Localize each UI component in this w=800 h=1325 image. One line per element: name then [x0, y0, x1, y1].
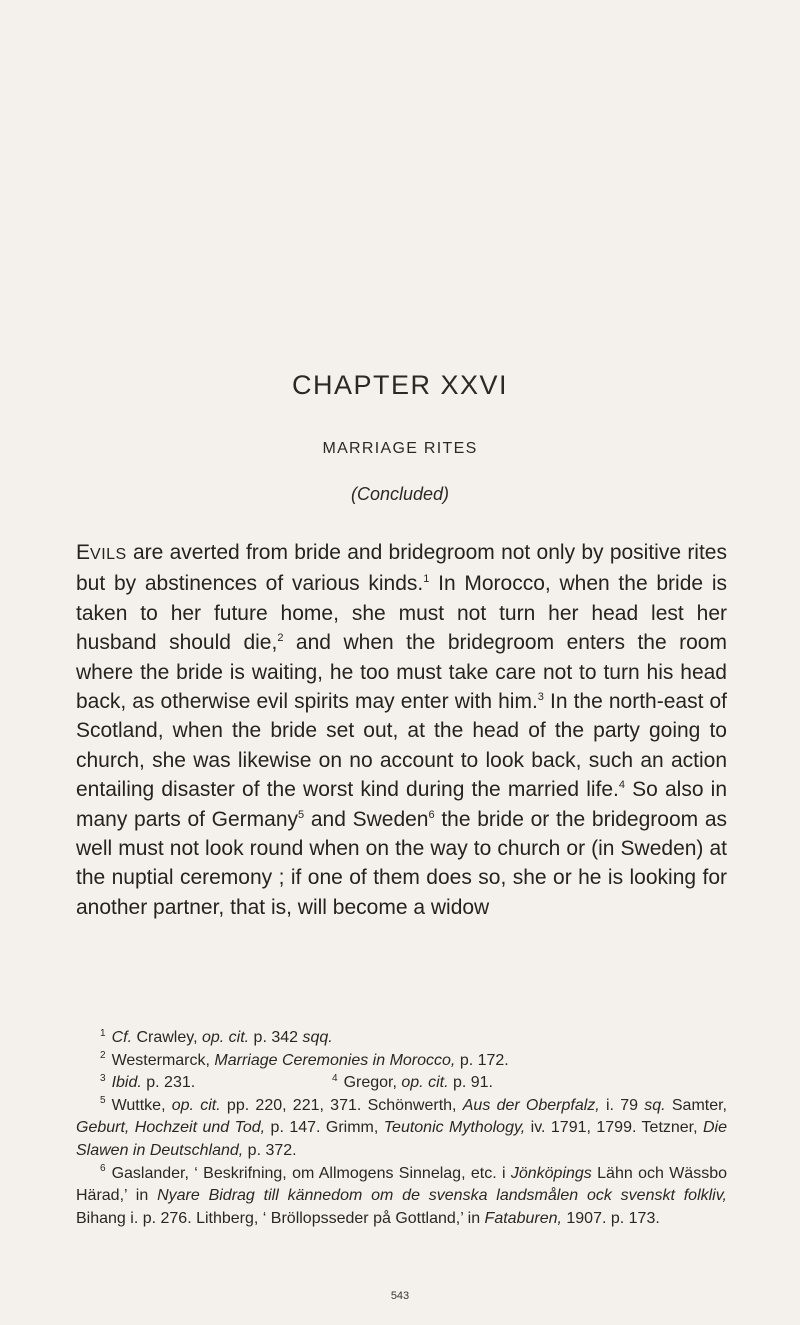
footnote-4: $^4$ Gregor, op. cit. p. 91.: [332, 1072, 493, 1092]
body-paragraph: [76, 538, 727, 922]
dropcap-rest: VILS: [90, 546, 127, 563]
footnote-ref[interactable]: 5: [298, 808, 305, 821]
footnote-3-4: [76, 1072, 727, 1095]
footnote-ref[interactable]: 6: [428, 808, 435, 821]
footnote-1: $^1$ Cf. Crawley, op. cit. p. 342 sqq.: [100, 1027, 333, 1046]
footnote-ref[interactable]: 4: [618, 779, 626, 792]
sentence: and Sweden: [304, 807, 429, 831]
footnote-ref[interactable]: 3: [537, 691, 544, 704]
sentence: and when the bridegroom enters the room where the bride is waiting, he too must take care not to turn his head back, as otherwise evil spirits may enter with him.: [76, 631, 727, 714]
footnotes: [76, 1027, 727, 1230]
footnote-3: $^3$ Ibid. p. 231.: [100, 1072, 196, 1092]
footnote-6: $^6$ Gaslander, ‘ Beskrifning, om Allmogens Sinnelag, etc. i Jönköpings Lähn och Wässbo Härad,’ in Nyare Bidrag till kännedom om de svenska landsmålen ock svenskt folkliv, Bihang i. p. 276. Lithberg, ‘ Bröllopsseder på Gottland,’ in Fataburen, 1907. p. 173.: [76, 1163, 727, 1227]
dropcap-first: E: [76, 541, 91, 564]
sentence: In the north-east of Scotland, when the bride set out, at the head of the party going to church, she was likewise on no account to look back, such an action entailing disaster of the worst kind during the married life.: [76, 690, 728, 802]
sentence: the bride or the bridegroom as well must not look round when on the way to church or (in Sweden) at the nuptial ceremony ; if one of them does so, she or he is looking for another partner, that is, will become a widow: [76, 807, 727, 919]
sentence: are averted from bride and bridegroom not only by positive rites but by abstinences of various kinds.: [76, 541, 727, 596]
footnote-5: $^5$ Wuttke, op. cit. pp. 220, 221, 371. Schönwerth, Aus der Oberpfalz, i. 79 sq. Samter, Geburt, Hochzeit und Tod, p. 147. Grimm, Teutonic Mythology, iv. 1791, 1799. Tetzner, Die Slawen in Deutschland, p. 372.: [76, 1095, 728, 1159]
page-number: 543: [390, 1290, 410, 1302]
footnote-ref[interactable]: 1: [423, 573, 430, 586]
paragraph: [76, 538, 727, 922]
chapter-title: CHAPTER XXVI: [291, 370, 509, 400]
footnote-2: $^2$ Westermarck, Marriage Ceremonies in Morocco, p. 172.: [100, 1050, 509, 1069]
footnote-ref[interactable]: 2: [277, 632, 284, 645]
sentence: So also in many parts of Germany: [76, 778, 727, 831]
sentence: In Morocco, when the bride is taken to her future home, she must not turn her head lest her husband should die,: [76, 572, 727, 655]
concluded-note: (Concluded): [350, 484, 450, 504]
chapter-subtitle: MARRIAGE RITES: [322, 440, 478, 457]
